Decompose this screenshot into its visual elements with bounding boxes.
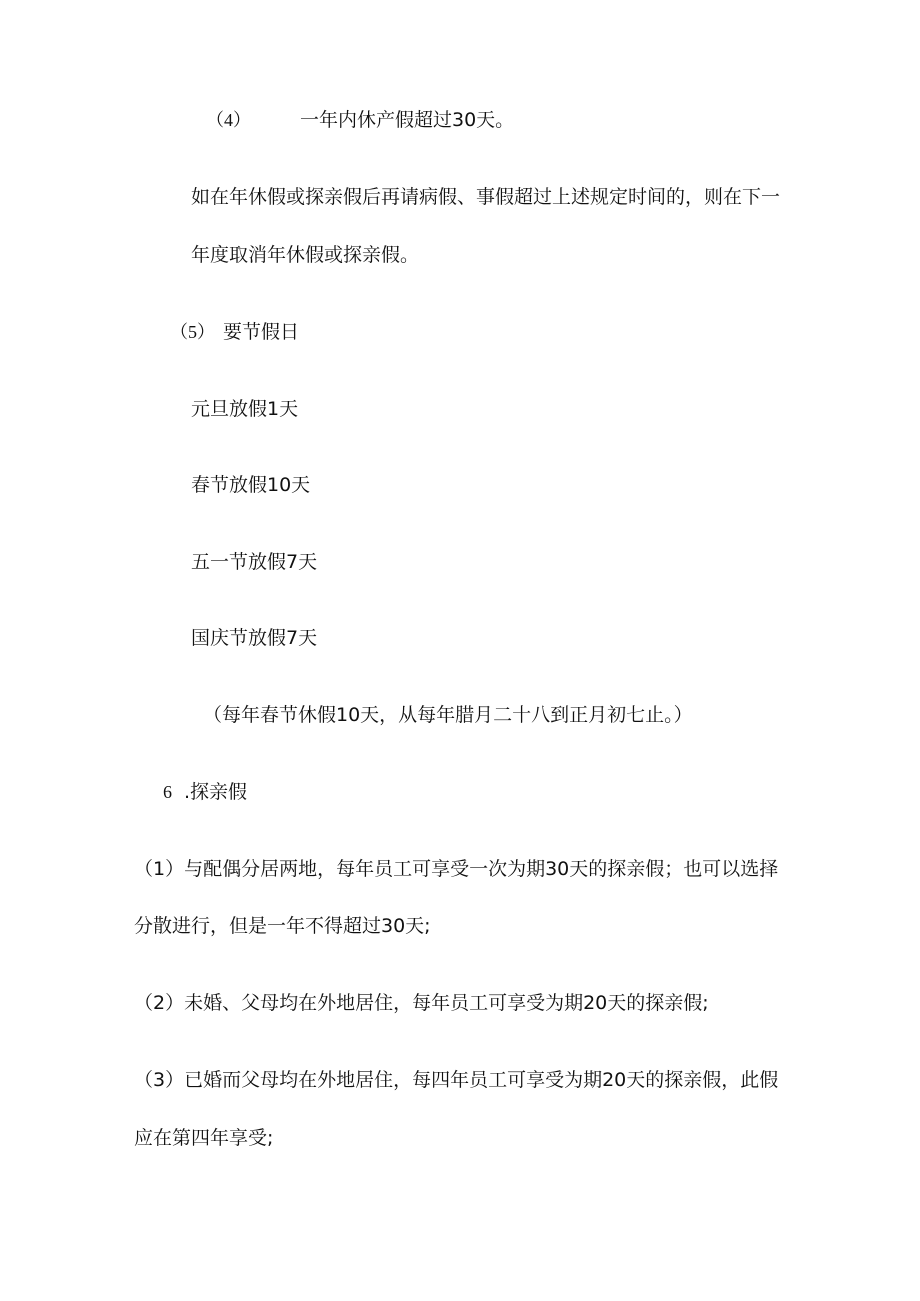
- note-line-1: 如在年休假或探亲假后再请病假、事假超过上述规定时间的，则在下一: [191, 186, 781, 208]
- holiday-new-year: 元旦放假1天: [191, 398, 299, 420]
- note-line-2: 年度取消年休假或探亲假。: [191, 244, 420, 266]
- item-5-marker: （5）: [170, 322, 215, 342]
- holiday-national-day: 国庆节放假7天: [191, 627, 318, 649]
- holiday-may-day: 五一节放假7天: [191, 551, 318, 573]
- visit-item-2-line-1: （2）未婚、父母均在外地居住，每年员工可享受为期20天的探亲假;: [134, 992, 709, 1014]
- visit-item-3-line-1: （3）已婚而父母均在外地居住，每四年员工可享受为期20天的探亲假，此假: [134, 1069, 779, 1091]
- item-5-text: 要节假日: [223, 321, 300, 343]
- visit-item-1-line-2: 分散进行，但是一年不得超过30天;: [134, 915, 431, 937]
- visit-item-3-line-2: 应在第四年享受;: [134, 1127, 274, 1149]
- visit-item-1-line-1: （1）与配偶分居两地，每年员工可享受一次为期30天的探亲假；也可以选择: [134, 858, 779, 880]
- item-4-text: 一年内休产假超过30天。: [300, 109, 515, 131]
- holiday-spring-festival: 春节放假10天: [191, 474, 311, 496]
- spring-festival-note: （每年春节休假10天，从每年腊月二十八到正月初七止。）: [203, 704, 693, 726]
- section-6-title: .探亲假: [184, 781, 248, 803]
- item-4-marker: （4）: [206, 110, 251, 130]
- section-6-marker: 6: [163, 782, 172, 802]
